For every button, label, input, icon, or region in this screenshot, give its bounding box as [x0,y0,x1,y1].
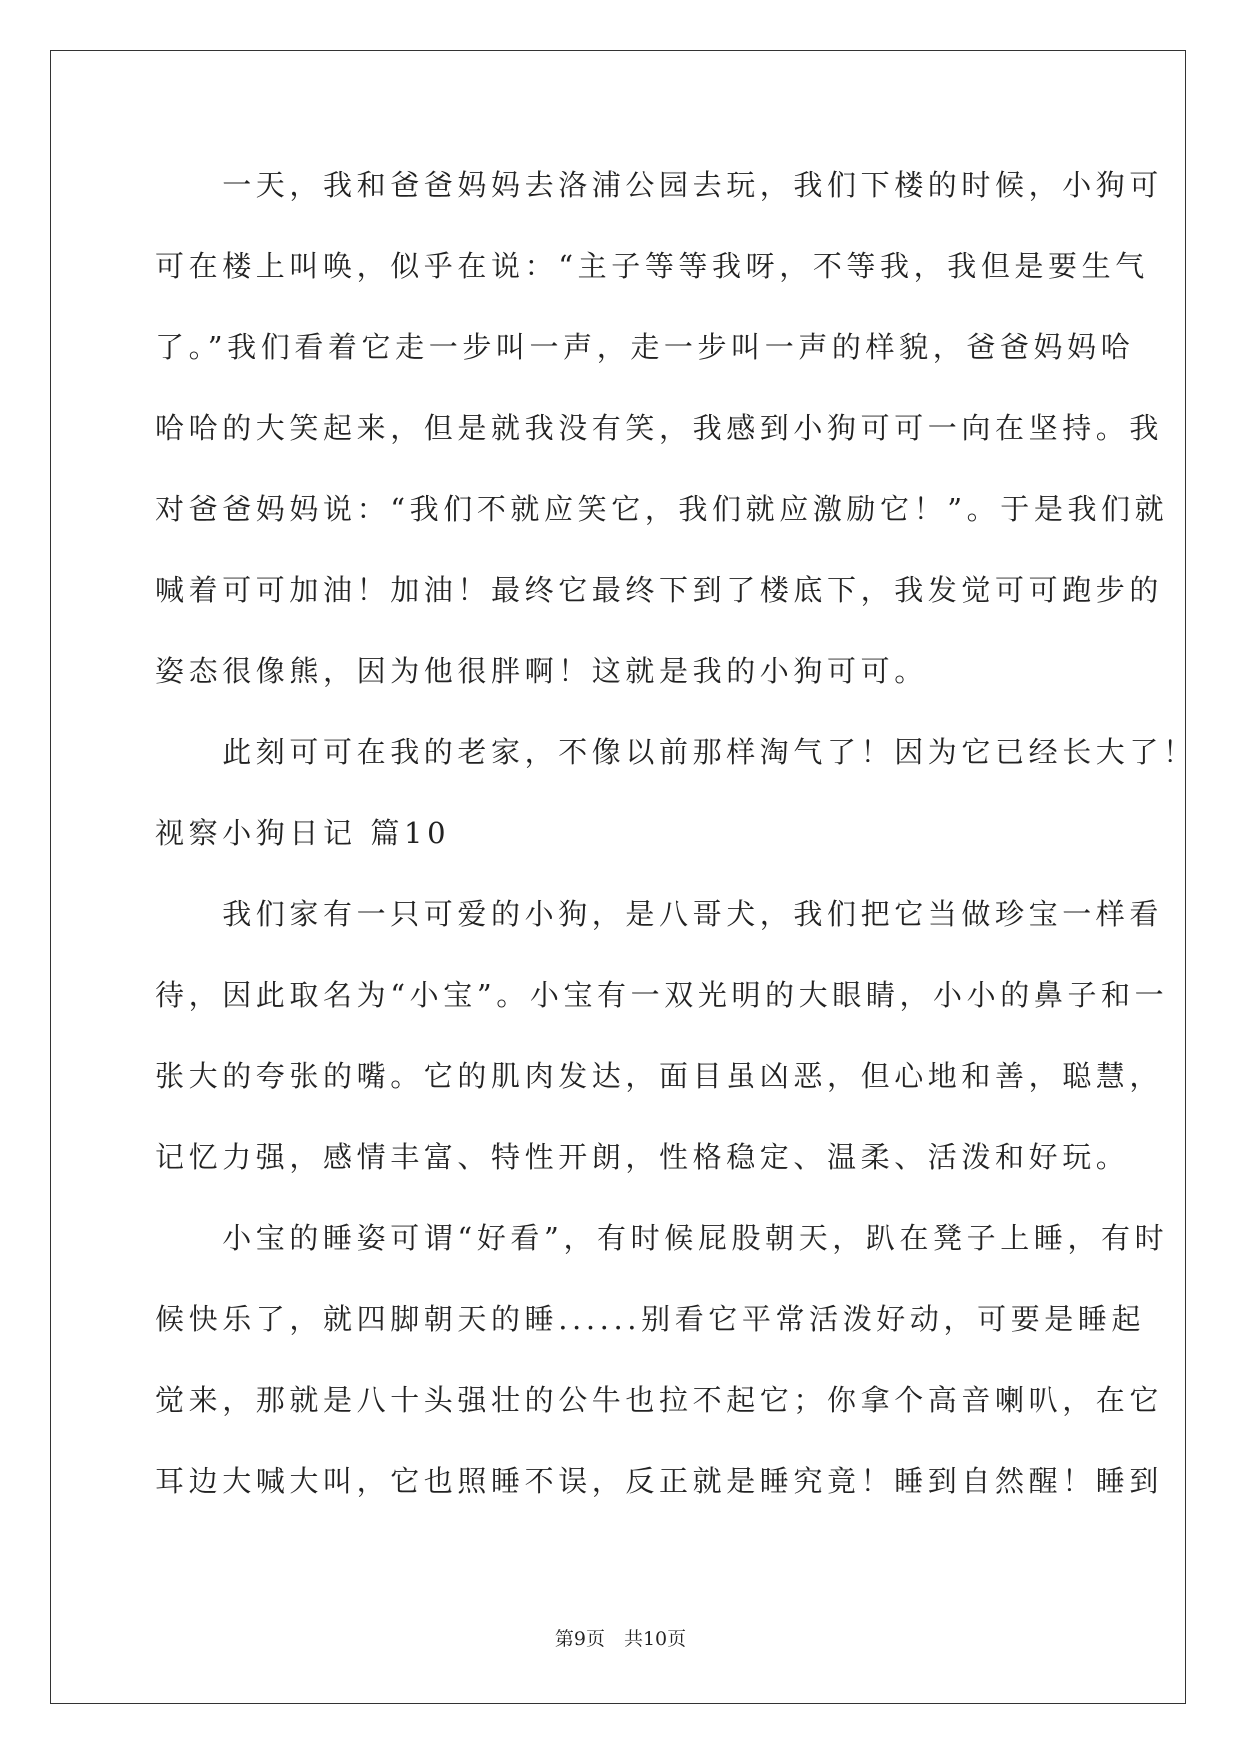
text-line: 候快乐了，就四脚朝天的睡......别看它平常活泼好动，可要是睡起 [155,1302,1146,1336]
text-line: 记忆力强，感情丰富、特性开朗，性格稳定、温柔、活泼和好玩。 [155,1140,1130,1174]
text-line: 小宝的睡姿可谓“好看”，有时候屁股朝天，趴在凳子上睡，有时 [155,1221,1169,1255]
text-line: 对爸爸妈妈说：“我们不就应笑它，我们就应激励它！”。于是我们就 [155,492,1169,526]
text-line: 喊着可可加油！加油！最终它最终下到了楼底下，我发觉可可跑步的 [155,573,1164,607]
text-line: 觉来，那就是八十头强壮的公牛也拉不起它；你拿个高音喇叭，在它 [155,1383,1164,1417]
text-line: 待，因此取名为“小宝”。小宝有一双光明的大眼睛，小小的鼻子和一 [155,978,1169,1012]
text-line: 了。”我们看着它走一步叫一声，走一步叫一声的样貌，爸爸妈妈哈 [155,330,1135,364]
page-footer [0,1627,1241,1651]
text-line: 一天，我和爸爸妈妈去洛浦公园去玩，我们下楼的时候，小狗可 [155,168,1164,202]
text-line: 此刻可可在我的老家，不像以前那样淘气了！因为它已经长大了！ [155,735,1197,769]
text-line: 哈哈的大笑起来，但是就我没有笑，我感到小狗可可一向在坚持。我 [155,411,1164,445]
text-line: 张大的夸张的嘴。它的肌肉发达，面目虽凶恶，但心地和善，聪慧， [155,1059,1164,1093]
text-line: 可在楼上叫唤，似乎在说：“主子等等我呀，不等我，我但是要生气 [155,249,1149,283]
document-body [155,160,1197,1537]
text-line: 耳边大喊大叫，它也照睡不误，反正就是睡究竟！睡到自然醒！睡到 [155,1464,1164,1498]
page-number: 第9页 共10页 [554,1628,687,1650]
section-heading: 视察小狗日记 篇10 [155,816,451,850]
text-line: 姿态很像熊，因为他很胖啊！这就是我的小狗可可。 [155,654,928,688]
text-line: 我们家有一只可爱的小狗，是八哥犬，我们把它当做珍宝一样看 [155,897,1164,931]
